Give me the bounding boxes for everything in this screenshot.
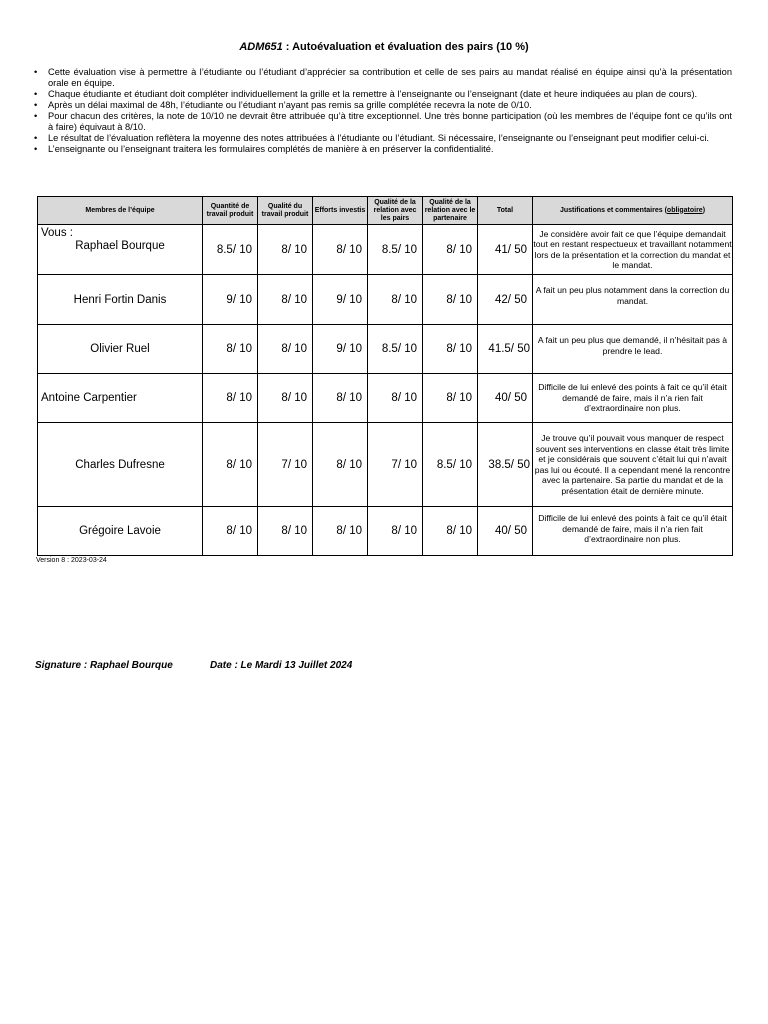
instruction-item: • L’enseignante ou l’enseignant traitera les formulaires complétés de manière à en préserver la confidentialité.: [34, 144, 494, 154]
bullet-icon: •: [34, 67, 38, 77]
header-peers: Qualité de la relation avec les pairs: [368, 197, 423, 225]
score-quality: 8/ 10: [258, 507, 313, 556]
score-partner: 8/ 10: [423, 507, 478, 556]
header-total: Total: [478, 197, 533, 225]
bullet-icon: •: [34, 111, 38, 121]
score-quantity: 8/ 10: [203, 423, 258, 507]
version-note: Version 8 : 2023-03-24: [36, 557, 107, 564]
score-partner: 8.5/ 10: [423, 423, 478, 507]
member-name: Olivier Ruel: [38, 325, 203, 374]
score-quantity: 9/ 10: [203, 275, 258, 325]
instruction-item: • Chaque étudiante et étudiant doit compléter individuellement la grille et la remettre à l’enseignante ou l’enseignant (date et heure indiquées au plan de cours).: [34, 89, 698, 99]
document-title: [0, 41, 768, 53]
bullet-icon: •: [34, 144, 38, 154]
score-quality: 8/ 10: [258, 374, 313, 423]
instruction-item: • Cette évaluation vise à permettre à l’étudiante ou l’étudiant d’apprécier sa contribution et celle de ses pairs au mandat réalisé en équipe ainsi qu’à la présentation orale en équipe.: [34, 67, 732, 88]
required-label: obligatoire: [666, 206, 703, 214]
comment-cell: A fait un peu plus notamment dans la correction du mandat.: [533, 275, 733, 325]
score-quantity: 8/ 10: [203, 507, 258, 556]
score-total: 40/ 50: [478, 374, 533, 423]
table-row: [38, 275, 733, 325]
member-name: Raphael Bourque: [75, 240, 165, 252]
member-name: Grégoire Lavoie: [38, 507, 203, 556]
score-efforts: 9/ 10: [313, 325, 368, 374]
score-peers: 8/ 10: [368, 507, 423, 556]
score-peers: 8/ 10: [368, 374, 423, 423]
you-label: Vous :: [41, 227, 73, 239]
score-quality: 8/ 10: [258, 275, 313, 325]
header-quality: Qualité du travail produit: [258, 197, 313, 225]
comment-cell: Difficile de lui enlevé des points à fait ce qu’il était demandé de faire, mais il n’a rien fait d’extraordinaire non plus.: [533, 507, 733, 556]
table-row: [38, 423, 733, 507]
score-total: 38.5/ 50: [478, 423, 533, 507]
comment-cell: Difficile de lui enlevé des points à fait ce qu’il était demandé de faire, mais il n’a rien fait d’extraordinaire non plus.: [533, 374, 733, 423]
header-efforts: Efforts investis: [313, 197, 368, 225]
score-efforts: 8/ 10: [313, 374, 368, 423]
table-header-row: [38, 197, 733, 225]
score-peers: 8.5/ 10: [368, 225, 423, 275]
score-efforts: 8/ 10: [313, 423, 368, 507]
header-justification: Justifications et commentaires (obligatoire): [533, 197, 733, 225]
score-partner: 8/ 10: [423, 325, 478, 374]
header-quantity: Quantité de travail produit: [203, 197, 258, 225]
member-name-cell: [38, 225, 203, 275]
member-name: Charles Dufresne: [38, 423, 203, 507]
bullet-icon: •: [34, 100, 38, 110]
score-quantity: 8.5/ 10: [203, 225, 258, 275]
table-row: [38, 374, 733, 423]
table-row: [38, 325, 733, 374]
signature-date: Date : Le Mardi 13 Juillet 2024: [210, 660, 353, 671]
score-quantity: 8/ 10: [203, 325, 258, 374]
member-name: Henri Fortin Danis: [38, 275, 203, 325]
score-total: 40/ 50: [478, 507, 533, 556]
score-efforts: 8/ 10: [313, 507, 368, 556]
instruction-item: • Après un délai maximal de 48h, l’étudiante ou l’étudiant n’ayant pas remis sa grille complétée recevra la note de 0/10.: [34, 100, 532, 110]
score-total: 42/ 50: [478, 275, 533, 325]
instruction-item: • Le résultat de l’évaluation reflètera la moyenne des notes attribuées à l’étudiante ou l’étudiant. Si nécessaire, l’enseignante ou l’enseignant peut modifier celui-ci.: [34, 133, 710, 143]
title-text: : Autoévaluation et évaluation des pairs (10 %): [282, 41, 529, 53]
header-members: Membres de l’équipe: [38, 197, 203, 225]
score-quality: 8/ 10: [258, 325, 313, 374]
course-code: ADM651: [239, 41, 283, 53]
score-efforts: 9/ 10: [313, 275, 368, 325]
comment-cell: Je considère avoir fait ce que l’équipe demandait tout en restant respectueux et travaillant notamment lors de la présentation et la correction du mandat et le mandat.: [533, 225, 733, 275]
score-quality: 8/ 10: [258, 225, 313, 275]
score-quality: 7/ 10: [258, 423, 313, 507]
instructions-list: [32, 67, 732, 155]
comment-cell: Je trouve qu’il pouvait vous manquer de respect souvent ses interventions en classe était très limite et je considérais que souvent c’était lui qui n’avait pas lui ou écouté. Il a cependant mené la rencontre avec la partenaire. Sa partie du mandat et de la présentation était de dernière minute.: [533, 423, 733, 507]
table-row: [38, 225, 733, 275]
table-row: [38, 507, 733, 556]
bullet-icon: •: [34, 133, 38, 143]
score-total: 41.5/ 50: [478, 325, 533, 374]
member-name: Antoine Carpentier: [38, 374, 203, 423]
score-peers: 8.5/ 10: [368, 325, 423, 374]
bullet-icon: •: [34, 89, 38, 99]
signature: Signature : Raphael Bourque: [35, 660, 173, 671]
comment-cell: A fait un peu plus que demandé, il n’hésitait pas à prendre le lead.: [533, 325, 733, 374]
score-quantity: 8/ 10: [203, 374, 258, 423]
score-peers: 8/ 10: [368, 275, 423, 325]
evaluation-table: [37, 196, 733, 556]
score-efforts: 8/ 10: [313, 225, 368, 275]
score-peers: 7/ 10: [368, 423, 423, 507]
instruction-item: • Pour chacun des critères, la note de 10/10 ne devrait être attribuée qu’à titre exceptionnel. Une très bonne participation (où les membres de l’équipe font ce qu’ils ont à faire) équivaut à 8/10.: [34, 111, 732, 132]
score-total: 41/ 50: [478, 225, 533, 275]
score-partner: 8/ 10: [423, 225, 478, 275]
score-partner: 8/ 10: [423, 275, 478, 325]
header-partner: Qualité de la relation avec le partenaire: [423, 197, 478, 225]
score-partner: 8/ 10: [423, 374, 478, 423]
